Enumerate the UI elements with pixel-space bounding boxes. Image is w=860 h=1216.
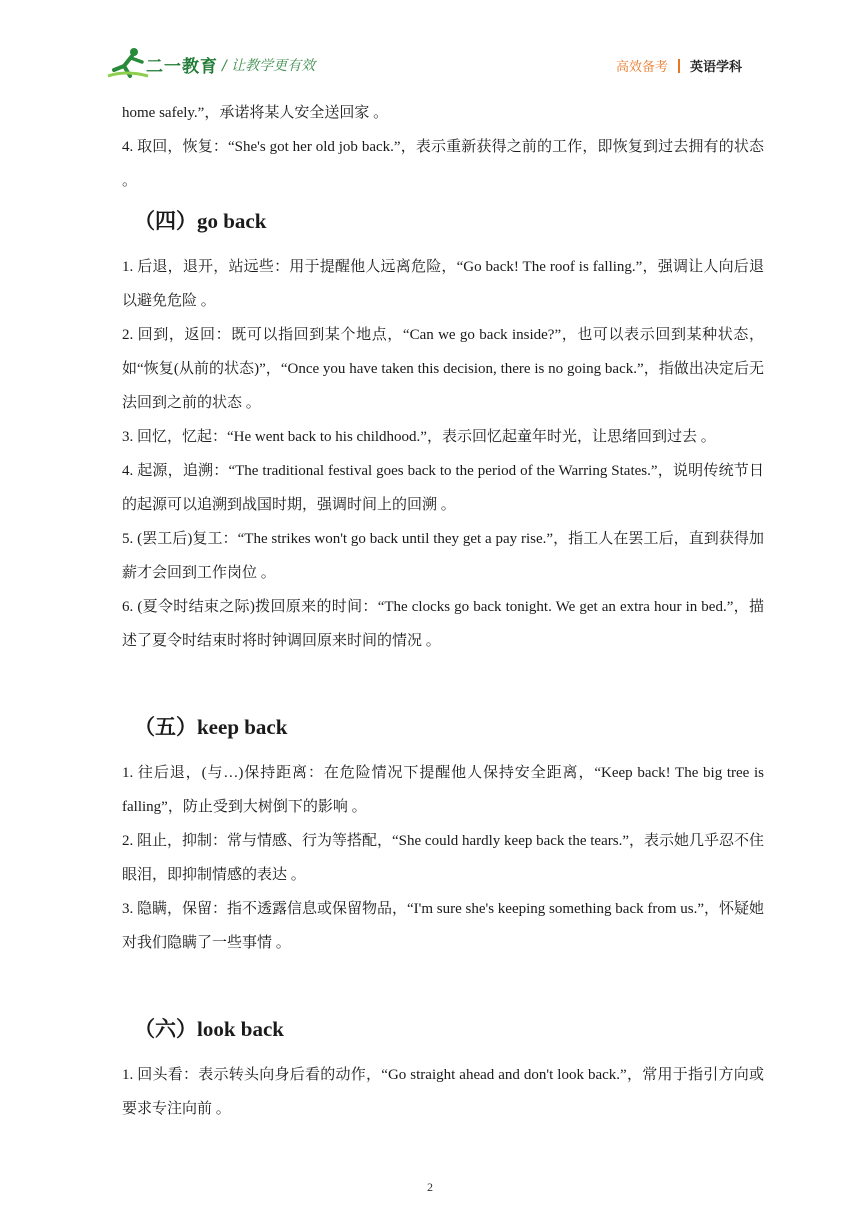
section-heading: （六）look back bbox=[134, 1017, 284, 1041]
page-number: 2 bbox=[427, 1180, 433, 1194]
paragraph: 4. 取回，恢复：“She's got her old job back.”，表示重新获得之前的工作，即恢复到过去拥有的状态 。 bbox=[122, 139, 764, 189]
brand-slogan: / 让教学更有效 bbox=[222, 58, 316, 74]
paragraph: 3. 回忆，忆起：“He went back to his childhood.”，表示回忆起童年时光，让思绪回到过去 。 bbox=[122, 429, 716, 445]
brand-name: 二一教育 bbox=[146, 57, 218, 77]
paragraph: 1. 往后退，(与…)保持距离：在危险情况下提醒他人保持安全距离，“Keep back! The big tree is falling”，防止受到大树倒下的影响 。 bbox=[122, 765, 764, 815]
section-heading: （五）keep back bbox=[134, 715, 288, 739]
header-divider bbox=[678, 59, 680, 73]
header-subject: 英语学科 bbox=[689, 60, 742, 75]
paragraph: 3. 隐瞒，保留：指不透露信息或保留物品，“I'm sure she's keeping something back from us.”，怀疑她对我们隐瞒了一些事情 。 bbox=[122, 901, 764, 951]
paragraph: 4. 起源，追溯：“The traditional festival goes back to the period of the Warring States.”，说明传统节日的起源可以追溯到战国时期，强调时间上的回溯 。 bbox=[122, 463, 764, 513]
section-heading: （四）go back bbox=[134, 209, 267, 233]
paragraph: 5. (罢工后)复工：“The strikes won't go back until they get a pay rise.”，指工人在罢工后，直到获得加薪才会回到工作岗位 。 bbox=[122, 531, 764, 581]
page-header bbox=[0, 0, 860, 90]
paragraph: 1. 回头看：表示转头向身后看的动作，“Go straight ahead and don't look back.”，常用于指引方向或要求专注向前 。 bbox=[122, 1067, 764, 1117]
header-right-labels bbox=[616, 56, 742, 75]
header-tagline: 高效备考 bbox=[615, 60, 668, 75]
paragraph: 1. 后退，退开，站远些：用于提醒他人远离危险，“Go back! The roof is falling.”，强调让人向后退以避免危险 。 bbox=[122, 259, 764, 309]
paragraph: 6. (夏令时结束之际)拨回原来的时间：“The clocks go back tonight. We get an extra hour in bed.”，描述了夏令时结束时将时钟调回原来时间的情况 。 bbox=[122, 599, 764, 649]
running-man-logo-icon bbox=[104, 46, 152, 80]
paragraph: home safely.”，承诺将某人安全送回家 。 bbox=[122, 105, 389, 121]
document-body bbox=[122, 96, 764, 1126]
paragraph: 2. 阻止，抑制：常与情感、行为等搭配，“She could hardly keep back the tears.”，表示她几乎忍不住眼泪，即抑制情感的表达 。 bbox=[122, 833, 764, 883]
paragraph: 2. 回到，返回：既可以指回到某个地点，“Can we go back inside?”，也可以表示回到某种状态，如“恢复(从前的状态)”，“Once you have taken this decision, there is no going back.”，指做出决定后无法回到之前的状态 。 bbox=[122, 327, 764, 411]
